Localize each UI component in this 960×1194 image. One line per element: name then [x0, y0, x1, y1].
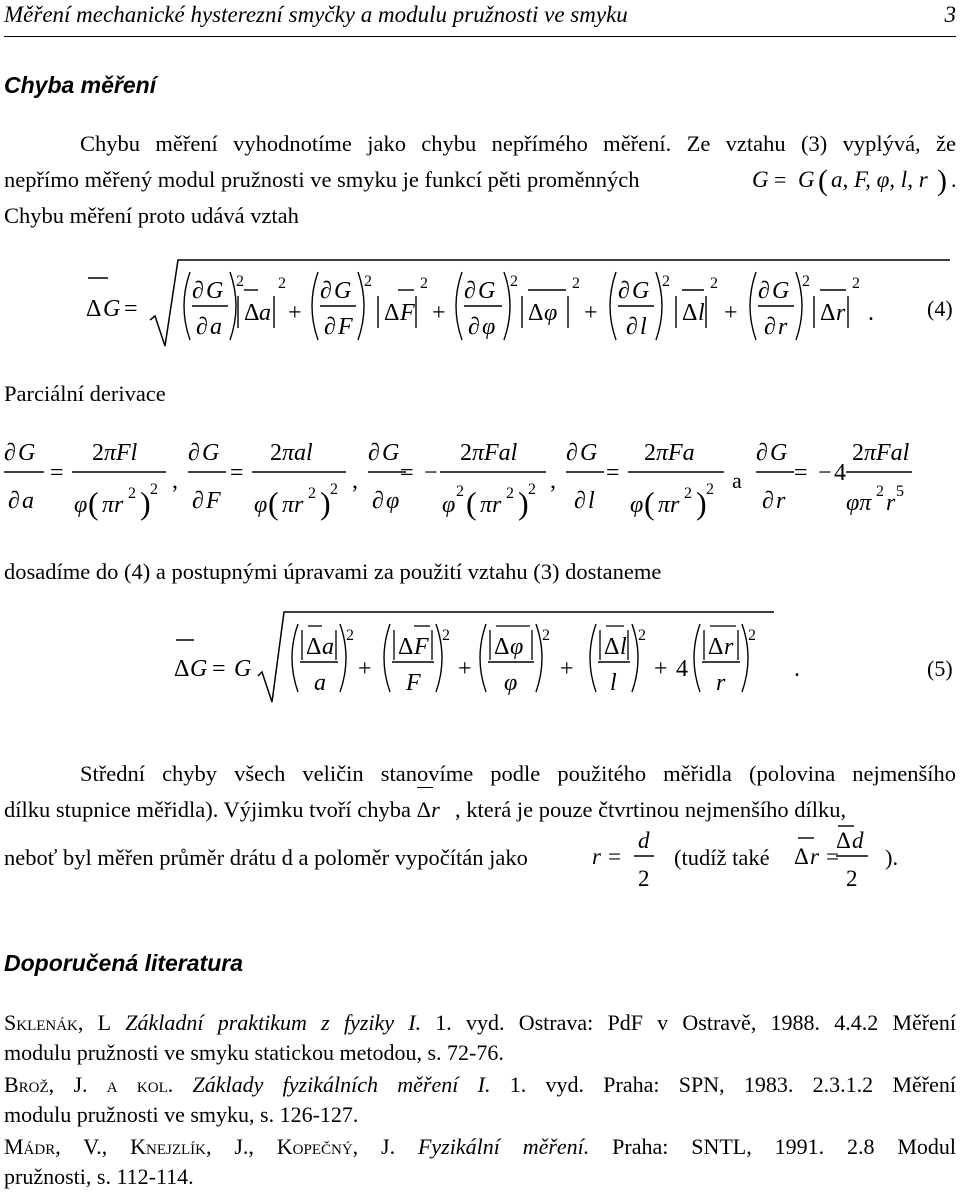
svg-text:Δ: Δ [494, 634, 510, 660]
svg-text:∂: ∂ [468, 314, 480, 340]
svg-text:∂: ∂ [196, 314, 208, 340]
svg-text:2: 2 [706, 481, 714, 498]
svg-text:Δ: Δ [682, 300, 698, 326]
reference-details: 1. vyd. Praha: SPN, 1983. 2.3.1.2 Měření [490, 1072, 956, 1097]
svg-text:+: + [654, 656, 668, 682]
section-heading-literature: Doporučená literatura [4, 950, 243, 976]
svg-text:+: + [432, 300, 446, 326]
running-header [4, 0, 956, 37]
reference-authors: Sklenák, L [4, 1010, 112, 1035]
reference-item [4, 1008, 956, 1068]
svg-text:∂: ∂ [758, 278, 770, 304]
svg-text:Δ: Δ [820, 300, 836, 326]
svg-text:2: 2 [308, 485, 316, 502]
svg-text:φ: φ [482, 314, 496, 340]
svg-text:Δ: Δ [86, 296, 102, 322]
svg-text:φ: φ [442, 492, 456, 518]
svg-text:,: , [172, 468, 178, 494]
svg-text:πFl: πFl [104, 440, 138, 466]
paragraph-line: Parciální derivace [4, 381, 166, 406]
svg-text:2: 2 [684, 485, 692, 502]
svg-text:=: = [794, 460, 808, 486]
paragraph-line: Střední chyby všech veličin stanovíme podle použitého měřidla (polovina nejmenšího [80, 761, 956, 786]
reference-title: Základní praktikum z fyziky I. [125, 1010, 422, 1035]
svg-text:∂: ∂ [368, 440, 380, 466]
svg-text:G: G [772, 278, 790, 304]
svg-text:2: 2 [542, 627, 550, 644]
svg-text:πr: πr [480, 492, 502, 518]
svg-text:2: 2 [528, 481, 536, 498]
svg-text:∂: ∂ [320, 278, 332, 304]
svg-text:2: 2 [846, 866, 858, 891]
svg-text:2: 2 [442, 627, 450, 644]
svg-text:φπ: φπ [846, 490, 872, 516]
svg-text:a, F, φ, l, r: a, F, φ, l, r [831, 167, 928, 192]
svg-text:∂: ∂ [188, 440, 200, 466]
svg-text:∂: ∂ [764, 314, 776, 340]
svg-text:G: G [798, 167, 815, 192]
svg-text:2: 2 [638, 866, 650, 891]
svg-text:2: 2 [420, 275, 428, 292]
svg-text:l: l [620, 634, 627, 660]
svg-text:): ) [937, 164, 947, 197]
svg-text:2: 2 [460, 440, 472, 466]
paragraph-text: neboť byl měřen průměr drátu d a poloměr vypočítán jako [4, 845, 528, 870]
svg-text:2: 2 [346, 627, 354, 644]
svg-text:F: F [406, 670, 421, 696]
svg-text:,: , [352, 468, 358, 494]
svg-text:Δ: Δ [244, 300, 260, 326]
svg-text:2: 2 [510, 273, 518, 290]
svg-text:(: ( [466, 485, 477, 521]
svg-text:φ: φ [510, 634, 524, 660]
svg-text:4: 4 [676, 656, 688, 682]
svg-text:φ: φ [74, 492, 88, 518]
svg-text:+: + [560, 656, 574, 682]
svg-text:2: 2 [92, 440, 104, 466]
function-expression [752, 160, 958, 200]
svg-text:∂: ∂ [566, 440, 578, 466]
svg-text:r: r [810, 844, 819, 869]
svg-text:2: 2 [270, 440, 282, 466]
svg-text:πFal: πFal [472, 440, 518, 466]
svg-text:Δ: Δ [398, 634, 414, 660]
svg-text:∂: ∂ [4, 440, 16, 466]
svg-text:=: = [230, 460, 244, 486]
svg-text:G: G [334, 278, 352, 304]
paragraph-line: Chybu měření proto udává vztah [4, 203, 299, 228]
svg-text:G: G [478, 278, 496, 304]
svg-text:l: l [588, 488, 595, 514]
svg-text:Δ: Δ [174, 656, 190, 682]
svg-text:2: 2 [236, 273, 244, 290]
svg-text:r: r [836, 300, 846, 326]
svg-text:2: 2 [852, 440, 864, 466]
svg-text:a: a [259, 300, 271, 326]
svg-text:=: = [826, 844, 839, 869]
svg-text:=: = [124, 296, 138, 322]
svg-text:=: = [774, 167, 787, 192]
reference-title: Fyzikální měření. [417, 1134, 590, 1159]
svg-text:Δ: Δ [794, 844, 809, 869]
paragraph-text: (tudíž také [674, 845, 770, 870]
svg-text:Δ: Δ [384, 300, 400, 326]
paragraph-line: Chybu měření vyhodnotíme jako chybu nepřímého měření. Ze vztahu (3) vyplývá, že [80, 131, 956, 156]
svg-text:F: F [414, 634, 429, 660]
svg-text:φ: φ [630, 492, 644, 518]
paragraph-line: dílku stupnice měřidla). Výjimku tvoří chyba Δr , která je pouze čtvrtinou nejmenšího dílku, [4, 794, 956, 825]
svg-text:G: G [206, 278, 224, 304]
reference-details-cont: pružnosti, s. 112-114. [4, 1164, 194, 1189]
svg-text:.: . [794, 656, 800, 682]
svg-text:Δ: Δ [836, 828, 851, 853]
page-number: 3 [944, 2, 956, 27]
svg-text:2: 2 [876, 483, 884, 500]
paragraph-text: dílku stupnice měřidla). Výjimku tvoří chyba [4, 797, 412, 822]
svg-text:F: F [400, 300, 415, 326]
svg-text:(: ( [268, 485, 279, 521]
svg-text:πr: πr [658, 492, 680, 518]
svg-text:φ: φ [386, 488, 400, 514]
reference-details: 1. vyd. Ostrava: PdF v Ostravě, 1988. 4.4.2 Měření [421, 1010, 957, 1035]
svg-text:∂: ∂ [626, 314, 638, 340]
svg-text:∂: ∂ [574, 488, 586, 514]
svg-text:r: r [592, 844, 601, 869]
svg-text:l: l [610, 670, 617, 696]
svg-text:φ: φ [504, 670, 518, 696]
paragraph-line: nepřímo měřený modul pružnosti ve smyku je funkcí pěti proměnných [4, 167, 640, 192]
svg-text:G: G [190, 656, 208, 682]
equation-4 [0, 258, 960, 358]
svg-text:2: 2 [278, 275, 286, 292]
svg-text:r: r [778, 314, 788, 340]
svg-text:2: 2 [456, 483, 464, 500]
reference-item [4, 1070, 956, 1130]
svg-text:φ: φ [254, 492, 268, 518]
svg-text:a: a [322, 634, 334, 660]
equation-4-label: (4) [927, 296, 953, 321]
paragraph-line: dosadíme do (4) a postupnými úpravami za použití vztahu (3) dostaneme [4, 559, 662, 584]
svg-text:4: 4 [834, 460, 846, 486]
svg-text:πFa: πFa [656, 440, 695, 466]
svg-text:a: a [314, 670, 326, 696]
svg-text:d: d [852, 828, 864, 853]
svg-text:=: = [606, 460, 620, 486]
svg-text:=: = [400, 460, 414, 486]
svg-text:2: 2 [710, 275, 718, 292]
svg-text:φ: φ [544, 300, 558, 326]
svg-text:F: F [206, 488, 221, 514]
svg-text:∂: ∂ [192, 278, 204, 304]
svg-text:2: 2 [150, 481, 158, 498]
svg-text:G: G [580, 440, 598, 466]
svg-text:r: r [724, 634, 734, 660]
reference-item [4, 1132, 956, 1192]
equation-5-label: (5) [927, 656, 953, 681]
header-title: Měření mechanické hysterezní smyčky a modulu pružnosti ve smyku [4, 2, 628, 27]
svg-text:2: 2 [572, 275, 580, 292]
reference-authors: Mádr, V., Knejzlík, J., Kopečný, J. [4, 1134, 396, 1159]
svg-text:2: 2 [644, 440, 656, 466]
svg-text:+: + [584, 300, 598, 326]
svg-text:Δ: Δ [306, 634, 322, 660]
svg-text:∂: ∂ [756, 440, 768, 466]
svg-text:2: 2 [852, 275, 860, 292]
svg-text:d: d [638, 828, 650, 853]
reference-authors: Brož, J. a kol. [4, 1072, 174, 1097]
svg-text:(: ( [644, 485, 655, 521]
svg-text:.: . [868, 300, 874, 326]
svg-text:G: G [382, 440, 400, 466]
svg-text:=: = [212, 656, 226, 682]
paragraph-text: , která je pouze čtvrtinou nejmenšího dílku, [455, 797, 847, 822]
svg-text:a: a [732, 468, 742, 493]
svg-text:,: , [550, 468, 556, 494]
svg-text:∂: ∂ [618, 278, 630, 304]
svg-text:r: r [716, 670, 726, 696]
svg-text:2: 2 [748, 627, 756, 644]
svg-text:F: F [338, 314, 353, 340]
svg-text:): ) [696, 485, 707, 521]
paragraph-text: ). [885, 845, 899, 870]
svg-text:=: = [50, 460, 64, 486]
svg-text:): ) [518, 485, 529, 521]
svg-text:πr: πr [102, 492, 124, 518]
svg-text:2: 2 [330, 481, 338, 498]
svg-text:∂: ∂ [8, 488, 20, 514]
svg-text:): ) [140, 485, 151, 521]
svg-text:(: ( [818, 164, 828, 197]
svg-text:Δ: Δ [708, 634, 724, 660]
svg-text:πal: πal [282, 440, 313, 466]
svg-text:Δ: Δ [528, 300, 544, 326]
svg-text:+: + [288, 300, 302, 326]
svg-text:G: G [234, 656, 252, 682]
svg-text:a: a [22, 488, 34, 514]
svg-text:G: G [202, 440, 220, 466]
equation-5 [0, 610, 960, 710]
svg-text:+: + [724, 300, 738, 326]
svg-text:G: G [752, 167, 769, 192]
svg-text:Δ: Δ [604, 634, 620, 660]
svg-text:∂: ∂ [324, 314, 336, 340]
svg-text:πFal: πFal [864, 440, 910, 466]
svg-text:+: + [358, 656, 372, 682]
svg-text:.: . [951, 167, 957, 192]
svg-text:2: 2 [364, 273, 372, 290]
partial-derivatives [0, 432, 960, 532]
svg-text:r: r [776, 488, 786, 514]
svg-text:∂: ∂ [372, 488, 384, 514]
reference-details: Praha: SNTL, 1991. 2.8 Modul [589, 1134, 956, 1159]
svg-text:∂: ∂ [192, 488, 204, 514]
svg-text:r: r [886, 490, 896, 516]
svg-text:G: G [632, 278, 650, 304]
svg-text:l: l [640, 314, 647, 340]
svg-text:−: − [818, 460, 832, 486]
svg-text:2: 2 [128, 485, 136, 502]
svg-text:−: − [424, 460, 438, 486]
svg-text:2: 2 [802, 273, 810, 290]
svg-text:G: G [103, 296, 121, 322]
svg-text:2: 2 [662, 273, 670, 290]
svg-text:∂: ∂ [464, 278, 476, 304]
reference-details-cont: modulu pružnosti ve smyku statickou metodou, s. 72-76. [4, 1040, 504, 1065]
svg-text:G: G [770, 440, 788, 466]
svg-text:G: G [18, 440, 36, 466]
section-heading-error: Chyba měření [4, 72, 157, 98]
svg-text:): ) [320, 485, 331, 521]
reference-details-cont: modulu pružnosti ve smyku, s. 126-127. [4, 1102, 359, 1127]
svg-text:(: ( [88, 485, 99, 521]
svg-text:∂: ∂ [762, 488, 774, 514]
svg-text:2: 2 [506, 485, 514, 502]
svg-text:l: l [698, 300, 705, 326]
svg-text:2: 2 [638, 627, 646, 644]
svg-text:+: + [458, 656, 472, 682]
svg-text:=: = [608, 844, 621, 869]
svg-text:5: 5 [896, 483, 904, 500]
reference-title: Základy fyzikálních měření I. [192, 1072, 491, 1097]
svg-text:a: a [210, 314, 222, 340]
svg-text:πr: πr [282, 492, 304, 518]
